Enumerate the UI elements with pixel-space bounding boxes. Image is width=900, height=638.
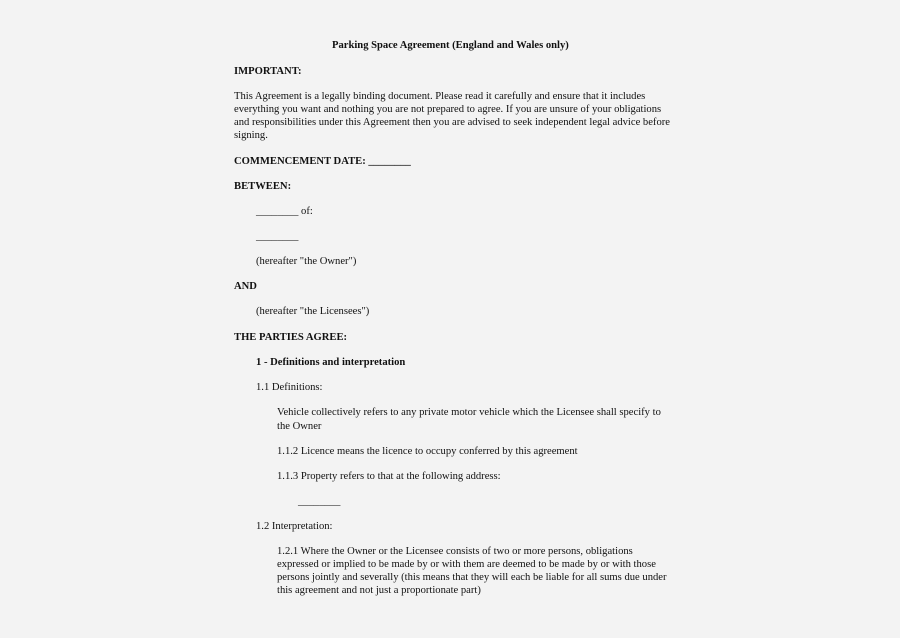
owner-address-blank: ________: [256, 231, 299, 242]
between-heading: BETWEEN:: [234, 181, 292, 192]
important-heading: IMPORTANT:: [234, 66, 302, 77]
parties-agree-heading: THE PARTIES AGREE:: [234, 332, 348, 343]
interp-line: persons jointly and severally (this means that they will each be liable for all sums due under: [277, 572, 667, 583]
commencement-date: COMMENCEMENT DATE: ________: [234, 156, 411, 167]
important-line: everything you want and nothing you are not prepared to agree. If you are unsure of your obligations: [234, 104, 662, 115]
property-definition: 1.1.3 Property refers to that at the following address:: [277, 471, 501, 482]
interpretation-heading: 1.2 Interpretation:: [256, 521, 333, 532]
vehicle-line: Vehicle collectively refers to any private motor vehicle which the Licensee shall specify to: [277, 407, 661, 418]
owner-hereafter: (hereafter "the Owner"): [256, 256, 357, 267]
licence-definition: 1.1.2 Licence means the licence to occupy conferred by this agreement: [277, 446, 578, 457]
interp-line: 1.2.1 Where the Owner or the Licensee consists of two or more persons, obligations: [277, 546, 633, 557]
section-1-heading: 1 - Definitions and interpretation: [256, 357, 406, 368]
vehicle-line: the Owner: [277, 421, 322, 432]
and-heading: AND: [234, 281, 257, 292]
interp-line: this agreement and not just a proportionate part): [277, 585, 481, 596]
property-address-blank: ________: [298, 496, 341, 507]
important-line: This Agreement is a legally binding document. Please read it carefully and ensure that it includes: [234, 91, 646, 102]
definitions-heading: 1.1 Definitions:: [256, 382, 323, 393]
licensees-hereafter: (hereafter "the Licensees"): [256, 306, 370, 317]
important-line: and responsibilities under this Agreement then you are advised to seek independent legal advice before: [234, 117, 670, 128]
important-line: signing.: [234, 130, 268, 141]
interp-line: expressed or implied to be made by or with them are deemed to be made by or with those: [277, 559, 656, 570]
owner-name-blank: ________ of:: [256, 206, 313, 217]
document-title: Parking Space Agreement (England and Wales only): [332, 40, 569, 51]
